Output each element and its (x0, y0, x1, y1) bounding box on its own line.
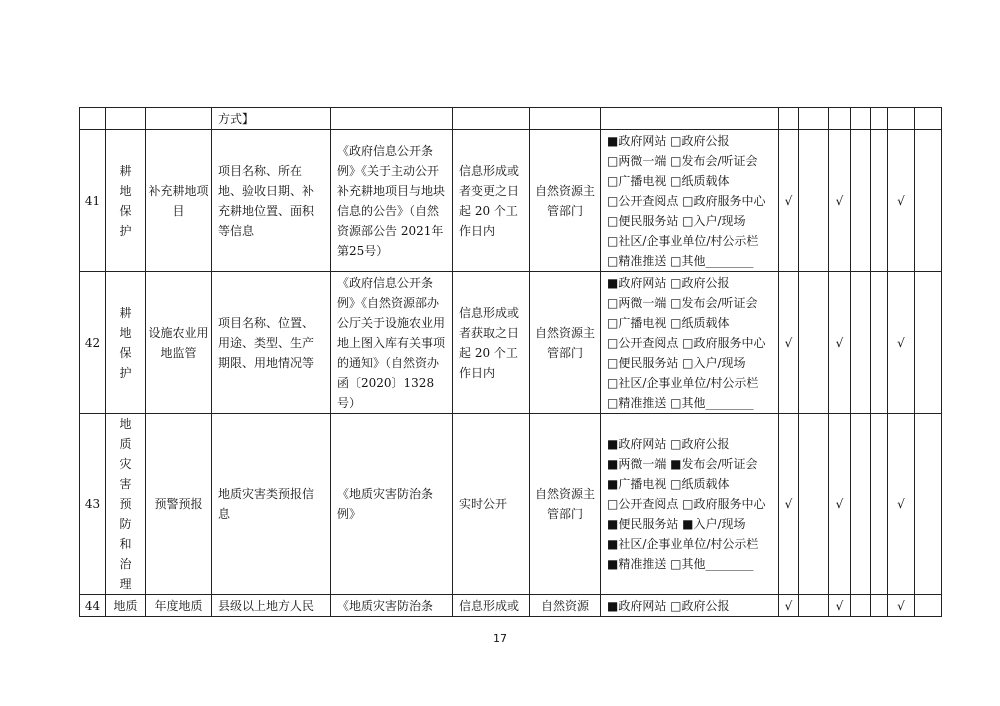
table-row (80, 130, 942, 272)
check-mark-cell (851, 130, 871, 272)
check-mark-cell: √ (779, 414, 799, 595)
channel-line: □公开查阅点 □政府服务中心 (607, 497, 766, 511)
channel-line: □公开查阅点 □政府服务中心 (607, 193, 766, 208)
channel-line: ■便民服务站 ■入户/现场 (607, 517, 746, 531)
check-mark-cell (851, 272, 871, 414)
disclosure-time: 实时公开 (453, 414, 530, 595)
category-secondary: 设施农业用地监管 (146, 272, 212, 414)
channel-line: □广播电视 □纸质载体 (607, 173, 730, 188)
check-mark-cell (871, 272, 888, 414)
disclosure-table (79, 107, 942, 617)
channel-line: ■政府网站 □政府公报 (607, 275, 730, 290)
check-mark-cell (915, 595, 942, 617)
category-primary: 地质 (106, 595, 146, 617)
channel-line: ■政府网站 □政府公报 (607, 133, 730, 148)
check-mark-cell (799, 130, 829, 272)
channel-line: □公开查阅点 □政府服务中心 (607, 335, 766, 350)
channel-line: ■广播电视 □纸质载体 (607, 477, 730, 491)
responsible-dept: 自然资源主管部门 (530, 130, 601, 272)
responsible-dept: 自然资源 (530, 595, 601, 617)
legal-basis: 《政府信息公开条例》《关于主动公开补充耕地项目与地块信息的公告》（自然资源部公告 2021年第25号） (331, 130, 453, 272)
check-mark-cell (851, 414, 871, 595)
check-mark-cell (799, 595, 829, 617)
responsible-dept: 自然资源主管部门 (530, 414, 601, 595)
channel-line: □社区/企事业单位/村公示栏 (607, 233, 759, 248)
channel-line: ■两微一端 ■发布会/听证会 (607, 457, 758, 471)
check-mark-cell: √ (779, 272, 799, 414)
category-primary: 耕地保护 (106, 272, 146, 414)
check-mark-cell: √ (888, 272, 915, 414)
category-secondary: 年度地质 (146, 595, 212, 617)
table-row (80, 595, 942, 617)
table-row (80, 272, 942, 414)
channel-options (601, 414, 779, 595)
check-mark-cell: √ (829, 130, 851, 272)
check-mark-cell (871, 130, 888, 272)
channel-options (601, 130, 779, 272)
check-mark-cell (915, 272, 942, 414)
row-number: 41 (80, 130, 106, 272)
channel-line: ■社区/企事业单位/村公示栏 (607, 537, 759, 551)
check-mark-cell: √ (829, 595, 851, 617)
responsible-dept: 自然资源主管部门 (530, 272, 601, 414)
category-primary: 耕地保护 (106, 130, 146, 272)
check-mark-cell: √ (888, 130, 915, 272)
page-number: 17 (493, 632, 507, 645)
channel-line: □广播电视 □纸质载体 (607, 315, 730, 330)
check-mark-cell: √ (779, 595, 799, 617)
disclosure-time: 信息形成或者获取之日起 20 个工作日内 (453, 272, 530, 414)
channel-line: □精准推送 □其他________ (607, 253, 754, 268)
channel-line: ■政府网站 □政府公报 (607, 437, 730, 451)
channel-line: □两微一端 □发布会/听证会 (607, 153, 758, 168)
check-mark-cell (799, 272, 829, 414)
check-mark-cell (851, 595, 871, 617)
category-secondary: 补充耕地项目 (146, 130, 212, 272)
continuation-row (80, 108, 942, 130)
channel-line: □便民服务站 □入户/现场 (607, 355, 746, 370)
legal-basis: 《政府信息公开条例》《自然资源部办公厅关于设施农业用地上图入库有关事项的通知》（自然资办函〔2020〕1328号） (331, 272, 453, 414)
disclosure-content: 县级以上地方人民 (212, 595, 331, 617)
disclosure-time: 信息形成或者变更之日起 20 个工作日内 (453, 130, 530, 272)
disclosure-content: 地质灾害类预报信息 (212, 414, 331, 595)
check-mark-cell: √ (779, 130, 799, 272)
channel-options (601, 595, 779, 617)
legal-basis: 《地质灾害防治条例》 (331, 414, 453, 595)
check-mark-cell (915, 130, 942, 272)
row-number: 43 (80, 414, 106, 595)
check-mark-cell: √ (888, 595, 915, 617)
method-tail: 方式】 (212, 108, 331, 130)
disclosure-content: 项目名称、所在地、验收日期、补充耕地位置、面积等信息 (212, 130, 331, 272)
disclosure-content: 项目名称、位置、用途、类型、生产期限、用地情况等 (212, 272, 331, 414)
row-number: 42 (80, 272, 106, 414)
check-mark-cell (799, 414, 829, 595)
channel-line: ■政府网站 □政府公报 (607, 599, 730, 613)
check-mark-cell: √ (888, 414, 915, 595)
channel-line: ■精准推送 □其他________ (607, 557, 754, 571)
category-secondary: 预警预报 (146, 414, 212, 595)
channel-line: □便民服务站 □入户/现场 (607, 213, 746, 228)
check-mark-cell (871, 414, 888, 595)
disclosure-time: 信息形成或 (453, 595, 530, 617)
channel-line: □两微一端 □发布会/听证会 (607, 295, 758, 310)
check-mark-cell (871, 595, 888, 617)
check-mark-cell (915, 414, 942, 595)
channel-line: □精准推送 □其他________ (607, 395, 754, 410)
check-mark-cell: √ (829, 272, 851, 414)
check-mark-cell: √ (829, 414, 851, 595)
legal-basis: 《地质灾害防治条 (331, 595, 453, 617)
category-primary: 地质灾害预防和治理 (106, 414, 146, 595)
table-row (80, 414, 942, 595)
channel-line: □社区/企事业单位/村公示栏 (607, 375, 759, 390)
row-number: 44 (80, 595, 106, 617)
channel-options (601, 272, 779, 414)
